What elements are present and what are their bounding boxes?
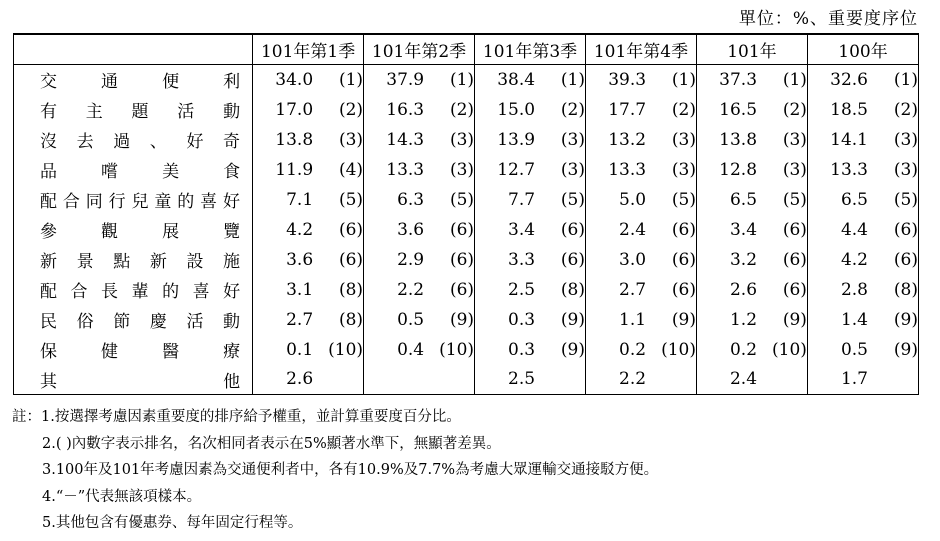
cell-value: 3.3 [475,245,536,275]
cell-rank: (1) [671,69,696,90]
cell-value: 4.2 [807,245,868,275]
cell-rank [868,365,919,395]
table-row [14,215,919,245]
table-header-row [14,34,919,65]
cell-value: 2.7 [586,275,647,305]
cell-value: 2.2 [364,275,425,305]
cell-value: 13.8 [696,125,757,155]
cell-rank: (9) [868,335,919,365]
cell-rank: (2) [449,99,475,120]
cell-rank: (10) [772,339,807,360]
row-label-text: 其 他 [40,371,241,392]
table-row [14,305,919,335]
row-label-text: 有 主 題 活 動 [40,102,241,122]
cell-value: 32.6 [807,65,868,95]
cell-value: 13.9 [475,125,536,155]
cell-value: 13.3 [586,155,647,185]
cell-rank: (2) [560,99,586,120]
cell-value: 16.3 [364,95,425,125]
cell-value: 13.3 [364,155,425,185]
row-label [14,215,253,245]
cell-value: 3.6 [364,215,425,245]
cell-rank: (5) [560,189,586,210]
cell-value: 4.4 [807,215,868,245]
cell-rank: (9) [560,339,586,360]
cell-value: 2.9 [364,245,425,275]
cell-rank: (5) [449,189,475,210]
cell-value: 3.4 [475,215,536,245]
cell-value: 2.4 [696,365,757,395]
cell-value: 34.0 [253,65,314,95]
row-label [14,125,253,155]
cell-value: 6.3 [364,185,425,215]
cell-value: 3.0 [586,245,647,275]
cell-rank [313,365,363,395]
cell-value: 17.0 [253,95,314,125]
row-label-text: 配 合 長 輩 的 喜 好 [40,282,241,302]
cell-value: 39.3 [586,65,647,95]
cell-rank: (3) [671,159,696,180]
footnote: 3.100年及101年考慮因素為交通便利者中，各有10.9%及7.7%為考慮大眾運輸交通接駁方便。 [42,462,659,478]
cell-rank: (3) [868,125,919,155]
footnote: 4.“－”代表無該項樣本。 [42,488,202,505]
cell-rank: (9) [868,305,919,335]
table-row [14,65,919,95]
cell-value: 0.2 [586,335,647,365]
unit-label: 單位：%、重要度序位 [738,9,918,29]
data-table [13,33,919,395]
cell-value: 2.6 [253,365,314,395]
cell-rank: (10) [439,339,475,360]
column-header: 100年 [807,34,918,65]
cell-rank: (5) [338,189,364,210]
row-label-text: 民 俗 節 慶 活 動 [40,312,241,332]
cell-rank [646,365,696,395]
cell-rank: (1) [782,69,807,90]
cell-value: 0.5 [807,335,868,365]
cell-rank: (2) [338,99,364,120]
cell-value: 5.0 [586,185,647,215]
cell-rank: (6) [868,245,919,275]
cell-rank: (3) [560,129,586,150]
corner-header [14,34,253,65]
row-label [14,245,253,275]
cell-rank: (1) [449,69,475,90]
column-header: 101年 [696,34,807,65]
cell-rank: (2) [868,95,919,125]
cell-value: 0.5 [364,305,425,335]
cell-rank: (6) [560,219,586,240]
cell-value: 2.6 [696,275,757,305]
cell-rank: (6) [338,249,364,270]
row-label-text: 配 合 同 行 兒 童 的 喜 好 [40,192,240,212]
cell-rank: (8) [338,309,364,330]
row-label [14,185,253,215]
cell-rank: (5) [782,189,807,210]
cell-value: 13.2 [586,125,647,155]
cell-rank: (6) [338,219,364,240]
cell-value: 0.2 [696,335,757,365]
cell-value: 6.5 [696,185,757,215]
row-label [14,335,253,365]
cell-rank: (9) [671,309,696,330]
cell-rank: (1) [338,69,364,90]
cell-value: 1.2 [696,305,757,335]
cell-value: 13.8 [253,125,314,155]
cell-rank: (6) [449,219,475,240]
row-label [14,155,253,185]
cell-value: 3.2 [696,245,757,275]
cell-rank: (10) [661,339,696,360]
cell-rank: (9) [449,309,475,330]
table-row [14,95,919,125]
cell-value [364,365,425,395]
cell-rank [535,365,585,395]
cell-value: 7.1 [253,185,314,215]
cell-value: 17.7 [586,95,647,125]
footnote: 註：1.按選擇考慮因素重要度的排序給予權重，並計算重要度百分比。 [12,409,461,425]
cell-value: 3.4 [696,215,757,245]
cell-value: 16.5 [696,95,757,125]
cell-value: 4.2 [253,215,314,245]
row-label [14,275,253,305]
row-label [14,365,253,395]
cell-value: 13.3 [807,155,868,185]
row-label-text: 參 觀 展 覽 [40,222,241,242]
cell-rank: (3) [868,155,919,185]
cell-rank: (3) [449,129,475,150]
cell-rank: (6) [782,249,807,270]
footnotes [12,404,658,537]
cell-value: 37.3 [696,65,757,95]
table-row [14,185,919,215]
cell-value: 12.7 [475,155,536,185]
row-label [14,65,253,95]
table-row [14,125,919,155]
cell-value: 2.7 [253,305,314,335]
cell-value: 3.6 [253,245,314,275]
column-header: 101年第1季 [253,34,364,65]
cell-value: 0.3 [475,335,536,365]
cell-value: 1.7 [807,365,868,395]
cell-rank: (8) [868,275,919,305]
cell-rank: (3) [449,159,475,180]
cell-rank: (8) [338,279,364,300]
cell-rank: (9) [560,309,586,330]
cell-rank: (6) [671,279,696,300]
cell-rank: (3) [338,129,364,150]
cell-value: 2.4 [586,215,647,245]
cell-rank: (6) [782,279,807,300]
cell-rank [757,365,807,395]
cell-value: 11.9 [253,155,314,185]
cell-value: 0.3 [475,305,536,335]
cell-value: 0.1 [253,335,314,365]
cell-rank: (1) [560,69,586,90]
cell-rank: (6) [449,249,475,270]
footnote: 2.( )內數字表示排名，名次相同者表示在5%顯著水準下，無顯著差異。 [42,435,501,452]
row-label [14,305,253,335]
row-label-text: 新 景 點 新 設 施 [40,252,241,272]
cell-rank: (6) [671,219,696,240]
cell-rank: (5) [868,185,919,215]
cell-value: 1.1 [586,305,647,335]
table-row [14,275,919,305]
table-row [14,155,919,185]
cell-value: 37.9 [364,65,425,95]
row-label-text: 保 健 醫 療 [40,342,241,362]
cell-value: 15.0 [475,95,536,125]
cell-rank: (6) [868,215,919,245]
cell-rank: (2) [671,99,696,120]
footnote: 5.其他包含有優惠券、每年固定行程等。 [42,515,303,531]
cell-value: 2.8 [807,275,868,305]
cell-value: 3.1 [253,275,314,305]
cell-rank: (6) [560,249,586,270]
column-header: 101年第3季 [475,34,586,65]
cell-rank [424,365,474,395]
cell-rank: (2) [782,99,807,120]
cell-value: 7.7 [475,185,536,215]
cell-value: 38.4 [475,65,536,95]
column-header: 101年第2季 [364,34,475,65]
cell-value: 12.8 [696,155,757,185]
cell-rank: (6) [449,279,475,300]
table-row [14,245,919,275]
row-label-text: 品 嚐 美 食 [40,162,241,182]
cell-rank: (3) [782,129,807,150]
cell-value: 2.2 [586,365,647,395]
row-label-text: 交 通 便 利 [40,72,241,93]
cell-rank: (3) [560,159,586,180]
cell-value: 18.5 [807,95,868,125]
row-label-text: 沒 去 過 、 好 奇 [40,132,241,152]
cell-rank: (8) [560,279,586,300]
cell-rank: (3) [671,129,696,150]
cell-rank: (4) [338,159,364,180]
row-label [14,95,253,125]
cell-value: 2.5 [475,275,536,305]
cell-rank: (6) [782,219,807,240]
cell-rank: (6) [671,249,696,270]
cell-rank: (5) [671,189,696,210]
column-header: 101年第4季 [586,34,697,65]
cell-rank: (10) [328,339,364,360]
table-row [14,335,919,365]
cell-rank: (9) [782,309,807,330]
cell-value: 6.5 [807,185,868,215]
cell-rank: (1) [868,65,919,95]
cell-rank: (3) [782,159,807,180]
table-row [14,365,919,395]
cell-value: 1.4 [807,305,868,335]
cell-value: 14.1 [807,125,868,155]
cell-value: 2.5 [475,365,536,395]
cell-value: 0.4 [364,335,425,365]
cell-value: 14.3 [364,125,425,155]
